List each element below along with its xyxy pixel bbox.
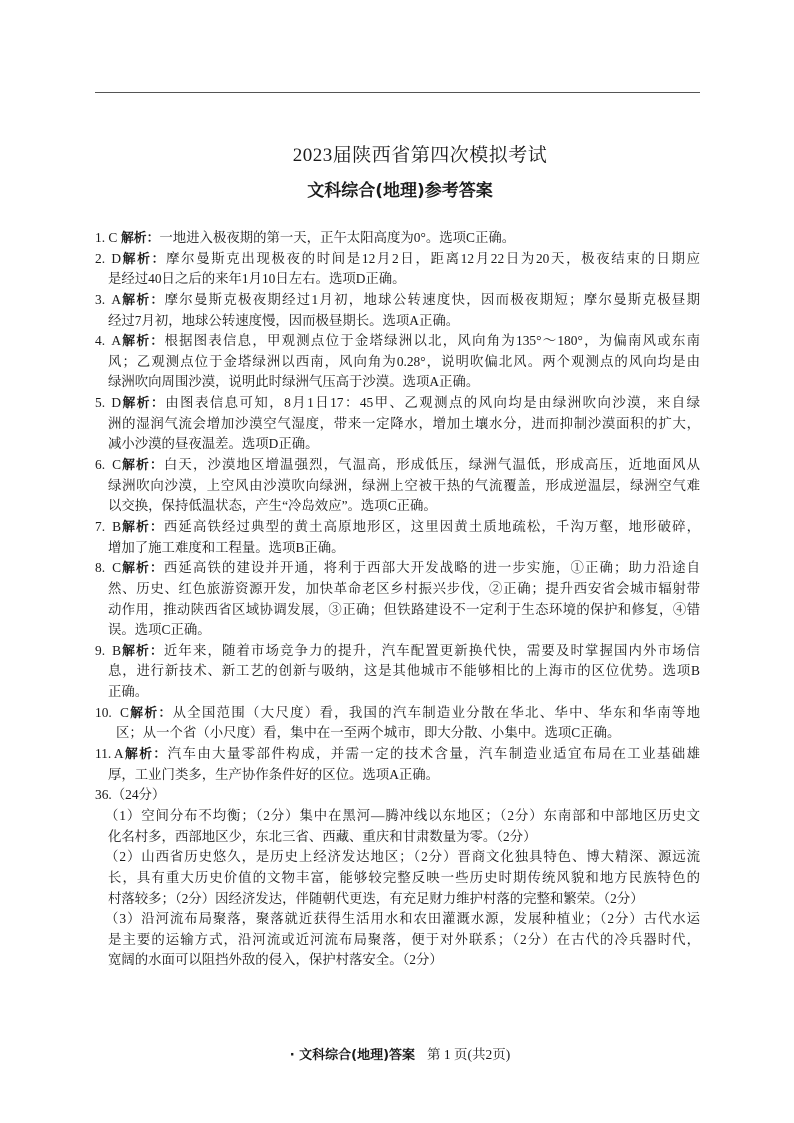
header-rule <box>95 92 700 93</box>
answer-text: 根据图表信息，甲观测点位于金塔绿洲以北，风向角为135°～180°，为偏南风或东南 <box>164 333 701 349</box>
answer-text: 西延高铁的建设并开通，将利于西部大开发战略的进一步实施，①正确；助力沿途自 <box>163 560 700 576</box>
answer-line <box>95 331 700 352</box>
answer-number: 10. C <box>95 704 129 720</box>
analysis-label: 解析： <box>123 747 168 763</box>
answer-line: （2）山西省历史悠久，是历史上经济发达地区；（2分）晋商文化独具特色、博大精深、源远流 <box>105 849 700 865</box>
analysis-label: 解析： <box>121 643 164 659</box>
answer-line <box>95 641 700 662</box>
answer-item <box>95 641 700 703</box>
footer-title: · 文科综合(地理)答案 <box>289 1048 416 1063</box>
answer-line: 绿洲吹向沙漠，上空风由沙漠吹向绿洲，绿洲上空被干热的气流覆盖，形成逆温层，绿洲空气难 <box>108 477 700 493</box>
question-36-part <box>95 909 700 971</box>
answer-line: 是经过40日之后的来年1月10日左右。选项D正确。 <box>108 271 406 287</box>
answer-line: 增加了施工难度和工程量。选项B正确。 <box>108 539 345 555</box>
answer-number: 5. D <box>95 395 121 411</box>
answer-number: 4. A <box>95 333 121 349</box>
answer-item <box>95 228 700 249</box>
analysis-label: 解析： <box>121 396 166 412</box>
analysis-label: 解析： <box>121 519 164 535</box>
answer-text: 由图表信息可知，8月1日17：45甲、乙观测点的风向均是由绿洲吹向沙漠，来自绿 <box>165 395 701 411</box>
analysis-label: 解析： <box>121 561 164 577</box>
answer-text: 一地进入极夜期的第一天，正午太阳高度为0°。选项C正确。 <box>159 230 516 245</box>
answer-body <box>95 228 700 971</box>
answer-text: 汽车由大量零部件构成，并需一定的技术含量，汽车制造业适宜布局在工业基础雄 <box>167 746 701 762</box>
answer-line: 经过7月初，地球公转速度慢，因而极昼期长。选项A正确。 <box>108 312 460 328</box>
footer-page-number: 第 1 页(共2页) <box>427 1047 511 1062</box>
answer-line: 减小沙漠的昼夜温差。选项D正确。 <box>108 436 319 452</box>
answer-line <box>95 290 700 311</box>
question-36-heading: 36.（24分） <box>95 787 166 803</box>
answer-line: 区；从一个省（小尺度）看，集中在一至两个城市，即大分散、小集中。选项C正确。 <box>116 725 621 741</box>
page-subtitle: 文科综合(地理)参考答案 <box>307 181 493 201</box>
answer-number: 3. A <box>95 291 121 307</box>
answer-line <box>95 558 700 579</box>
answer-line: 息，进行新技术、新工艺的创新与吸纳，这是其他城市不能够相比的上海市的区位优势。选项B <box>108 663 700 679</box>
analysis-label: 解析： <box>121 231 160 246</box>
answer-number: 2. D <box>95 250 121 266</box>
analysis-label: 解析： <box>121 334 165 350</box>
answer-text: 西延高铁经过典型的黄土高原地形区，这里因黄土质地疏松，千沟万壑，地形破碎， <box>163 518 700 534</box>
answer-line: 宽阔的水面可以阻挡外敌的侵入，保护村落安全。（2分） <box>108 952 443 968</box>
answer-item <box>95 393 700 455</box>
answer-text: 摩尔曼斯克极夜期经过1月初，地球公转速度快，因而极夜期短；摩尔曼斯克极昼期 <box>164 291 700 307</box>
answer-line <box>95 249 700 270</box>
answer-line: 正确。 <box>108 684 149 700</box>
answer-line <box>95 744 700 765</box>
answer-line: 然、历史、红色旅游资源开发，加快革命老区乡村振兴步伐，②正确；提升西安省会城市辐射带 <box>108 580 700 596</box>
answer-number: 1. C <box>95 230 118 245</box>
answer-number: 7. B <box>95 518 121 534</box>
analysis-label: 解析： <box>121 251 167 267</box>
answer-line: 误。选项C正确。 <box>108 622 211 638</box>
answer-line: 绿洲吹向周围沙漠，说明此时绿洲气压高于沙漠。选项A正确。 <box>108 374 480 390</box>
answer-line: 长，具有重大历史价值的文物丰富，能够较完整反映一些历史时期传统风貌和地方民族特色的 <box>108 869 700 885</box>
analysis-label: 解析： <box>121 292 165 308</box>
answer-number: 6. C <box>95 457 121 473</box>
answer-line: 动作用，推动陕西省区域协调发展，③正确；但铁路建设不一定利于生态环境的保护和修复，④错 <box>108 601 700 617</box>
answer-item <box>95 331 700 393</box>
answer-line: 村落较多；（2分）因经济发达，伴随朝代更迭，有充足财力维护村落的完整和繁荣。（2分） <box>108 890 644 906</box>
answer-line <box>95 703 700 724</box>
answer-text: 近年来，随着市场竞争力的提升，汽车配置更新换代快，需要及时掌握国内外市场信 <box>163 642 700 658</box>
answer-item <box>95 558 700 641</box>
question-36-part <box>95 806 700 847</box>
analysis-label: 解析： <box>129 705 173 721</box>
answer-number: 9. B <box>95 642 121 658</box>
answer-item <box>95 517 700 558</box>
answer-line: 厚，工业门类多，生产协作条件好的区位。选项A正确。 <box>108 766 440 782</box>
answer-number: 11. A <box>95 746 124 762</box>
answer-line: 化名村多，西部地区少，东北三省、西藏、重庆和甘肃数量为零。（2分） <box>108 828 537 844</box>
answer-item <box>95 744 700 785</box>
analysis-label: 解析： <box>121 458 164 474</box>
page-title: 2023届陕西省第四次模拟考试 <box>292 145 548 166</box>
answer-line <box>95 517 700 538</box>
answer-line <box>95 393 700 414</box>
answer-item <box>95 455 700 517</box>
answer-text: 白天，沙漠地区增温强烈，气温高，形成低压，绿洲气温低，形成高压，近地面风从 <box>163 457 700 473</box>
answer-number: 8. C <box>95 560 121 576</box>
answer-line: 风；乙观测点位于金塔绿洲以西南，风向角为0.28°，说明吹偏北风。两个观测点的风向均是由 <box>108 353 700 369</box>
answer-line: 是主要的运输方式，沿河流或近河流布局聚落，便于对外联系；（2分）在古代的冷兵器时代， <box>108 931 700 947</box>
answer-text: 摩尔曼斯克出现极夜的时间是12月2日，距离12月22日为20天，极夜结束的日期应 <box>166 250 701 266</box>
answer-item <box>95 290 700 331</box>
answer-line: （3）沿河流布局聚落，聚落就近获得生活用水和农田灌溉水源，发展种植业；（2分）古代水运 <box>105 911 700 927</box>
answer-line <box>95 455 700 476</box>
answer-line: （1）空间分布不均衡；（2分）集中在黑河—腾冲线以东地区；（2分）东南部和中部地区历史文 <box>105 807 700 823</box>
answer-line: 以交换，保持低温状态，产生“冷岛效应”。选项C正确。 <box>108 498 437 514</box>
page-footer <box>0 1043 794 1063</box>
answer-line: 洲的湿润气流会增加沙漠空气湿度，带来一定降水，增加土壤水分，进而抑制沙漠面积的扩大， <box>108 415 700 431</box>
answer-item <box>95 249 700 290</box>
answer-line <box>95 228 700 249</box>
answer-text: 从全国范围（大尺度）看，我国的汽车制造业分散在华北、华中、华东和华南等地 <box>172 704 701 720</box>
answer-item <box>95 703 700 744</box>
question-36-part <box>95 847 700 909</box>
